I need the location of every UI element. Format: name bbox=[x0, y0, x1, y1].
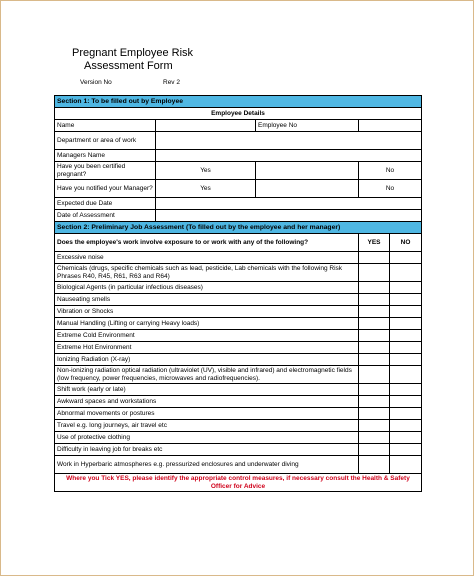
hazard-yes-cell[interactable] bbox=[359, 384, 390, 396]
hazard-no-cell[interactable] bbox=[390, 444, 422, 456]
hazard-label: Awkward spaces and workstations bbox=[55, 396, 359, 408]
hazard-no-cell[interactable] bbox=[390, 294, 422, 306]
hazard-no-cell[interactable] bbox=[390, 354, 422, 366]
hazard-row bbox=[55, 354, 422, 366]
hazard-no-cell[interactable] bbox=[390, 384, 422, 396]
department-label: Department or area of work bbox=[55, 132, 156, 150]
hazard-label: Extreme Hot Environment bbox=[55, 342, 359, 354]
hazard-yes-cell[interactable] bbox=[359, 318, 390, 330]
hazard-no-cell[interactable] bbox=[390, 432, 422, 444]
notified-no-option[interactable]: No bbox=[359, 180, 422, 198]
employee-details-heading: Employee Details bbox=[55, 108, 422, 120]
name-field[interactable] bbox=[156, 120, 256, 132]
hazard-no-cell[interactable] bbox=[390, 420, 422, 432]
certified-spacer bbox=[256, 162, 359, 180]
hazard-no-cell[interactable] bbox=[390, 408, 422, 420]
yes-column-header: YES bbox=[359, 234, 390, 252]
hazard-label: Shift work (early or late) bbox=[55, 384, 359, 396]
hazard-label: Nauseating smells bbox=[55, 294, 359, 306]
hazard-label: Manual Handling (Lifting or carrying Heavy loads) bbox=[55, 318, 359, 330]
hazard-row bbox=[55, 456, 422, 474]
notified-spacer bbox=[256, 180, 359, 198]
hazard-no-cell[interactable] bbox=[390, 342, 422, 354]
hazard-row bbox=[55, 330, 422, 342]
hazard-label: Vibration or Shocks bbox=[55, 306, 359, 318]
hazard-yes-cell[interactable] bbox=[359, 354, 390, 366]
hazard-yes-cell[interactable] bbox=[359, 252, 390, 264]
exposure-question: Does the employee's work involve exposure to or work with any of the following? bbox=[55, 234, 359, 252]
hazard-no-cell[interactable] bbox=[390, 456, 422, 474]
hazard-label: Chemicals (drugs, specific chemicals such as lead, pesticide, Lab chemicals with the following Risk Phrases R40, R45, R61, R63 and R64) bbox=[55, 264, 359, 282]
employee-no-label: Employee No bbox=[256, 120, 359, 132]
hazard-row bbox=[55, 432, 422, 444]
hazard-label: Ionizing Radiation (X-ray) bbox=[55, 354, 359, 366]
due-date-field[interactable] bbox=[156, 198, 422, 210]
department-field[interactable] bbox=[156, 132, 422, 150]
hazard-row bbox=[55, 408, 422, 420]
assessment-table bbox=[54, 95, 422, 492]
hazard-label: Non-ionizing radiation optical radiation (ultraviolet (UV), visible and infrared) and electromagnetic fields (low frequency, power frequencies, microwaves and radiofrequencies). bbox=[55, 366, 359, 384]
hazard-label: Extreme Cold Environment bbox=[55, 330, 359, 342]
hazard-no-cell[interactable] bbox=[390, 396, 422, 408]
due-date-label: Expected due Date bbox=[55, 198, 156, 210]
hazard-yes-cell[interactable] bbox=[359, 306, 390, 318]
hazard-no-cell[interactable] bbox=[390, 282, 422, 294]
assessment-date-label: Date of Assessment bbox=[55, 210, 156, 222]
hazard-no-cell[interactable] bbox=[390, 318, 422, 330]
managers-name-label: Managers Name bbox=[55, 150, 156, 162]
hazard-row bbox=[55, 294, 422, 306]
certified-no-option[interactable]: No bbox=[359, 162, 422, 180]
section1-heading: Section 1: To be filled out by Employee bbox=[55, 96, 422, 108]
hazard-row bbox=[55, 318, 422, 330]
managers-name-field[interactable] bbox=[156, 150, 422, 162]
hazard-yes-cell[interactable] bbox=[359, 330, 390, 342]
hazard-label: Work in Hyperbaric atmospheres e.g. pressurized enclosures and underwater diving bbox=[55, 456, 359, 474]
hazard-label: Abnormal movements or postures bbox=[55, 408, 359, 420]
hazard-yes-cell[interactable] bbox=[359, 264, 390, 282]
hazard-row bbox=[55, 384, 422, 396]
hazard-yes-cell[interactable] bbox=[359, 408, 390, 420]
name-label: Name bbox=[55, 120, 156, 132]
hazard-yes-cell[interactable] bbox=[359, 456, 390, 474]
form-title-line1: Pregnant Employee Risk bbox=[72, 47, 194, 59]
hazard-label: Use of protective clothing bbox=[55, 432, 359, 444]
form-title bbox=[72, 47, 193, 73]
hazard-row bbox=[55, 306, 422, 318]
hazard-row bbox=[55, 444, 422, 456]
hazard-row bbox=[55, 366, 422, 384]
hazard-yes-cell[interactable] bbox=[359, 342, 390, 354]
hazard-label: Excessive noise bbox=[55, 252, 359, 264]
hazard-no-cell[interactable] bbox=[390, 264, 422, 282]
hazard-row bbox=[55, 264, 422, 282]
hazard-yes-cell[interactable] bbox=[359, 366, 390, 384]
hazard-no-cell[interactable] bbox=[390, 366, 422, 384]
notified-yes-option[interactable]: Yes bbox=[156, 180, 256, 198]
version-value: Rev 2 bbox=[163, 79, 180, 86]
hazard-no-cell[interactable] bbox=[390, 306, 422, 318]
employee-no-field[interactable] bbox=[359, 120, 422, 132]
hazard-list bbox=[55, 252, 422, 474]
form-title-line2: Assessment Form bbox=[84, 60, 173, 72]
notified-label: Have you notified your Manager? bbox=[55, 180, 156, 198]
no-column-header: NO bbox=[390, 234, 422, 252]
hazard-yes-cell[interactable] bbox=[359, 432, 390, 444]
version-label: Version No bbox=[80, 79, 112, 86]
hazard-row bbox=[55, 252, 422, 264]
control-measures-note: Where you Tick YES, please identify the appropriate control measures, if necessary consult the Health & Safety Officer for Advice bbox=[55, 474, 422, 492]
hazard-label: Biological Agents (in particular infectious diseases) bbox=[55, 282, 359, 294]
hazard-row bbox=[55, 420, 422, 432]
certified-yes-option[interactable]: Yes bbox=[156, 162, 256, 180]
hazard-yes-cell[interactable] bbox=[359, 282, 390, 294]
hazard-yes-cell[interactable] bbox=[359, 444, 390, 456]
certified-label: Have you been certified pregnant? bbox=[55, 162, 156, 180]
hazard-row bbox=[55, 396, 422, 408]
assessment-date-field[interactable] bbox=[156, 210, 422, 222]
section2-heading: Section 2: Preliminary Job Assessment (To filled out by the employee and her manager) bbox=[55, 222, 422, 234]
hazard-yes-cell[interactable] bbox=[359, 294, 390, 306]
hazard-yes-cell[interactable] bbox=[359, 396, 390, 408]
hazard-no-cell[interactable] bbox=[390, 252, 422, 264]
hazard-row bbox=[55, 342, 422, 354]
hazard-no-cell[interactable] bbox=[390, 330, 422, 342]
hazard-label: Difficulty in leaving job for breaks etc bbox=[55, 444, 359, 456]
hazard-yes-cell[interactable] bbox=[359, 420, 390, 432]
hazard-row bbox=[55, 282, 422, 294]
hazard-label: Travel e.g. long journeys, air travel etc bbox=[55, 420, 359, 432]
